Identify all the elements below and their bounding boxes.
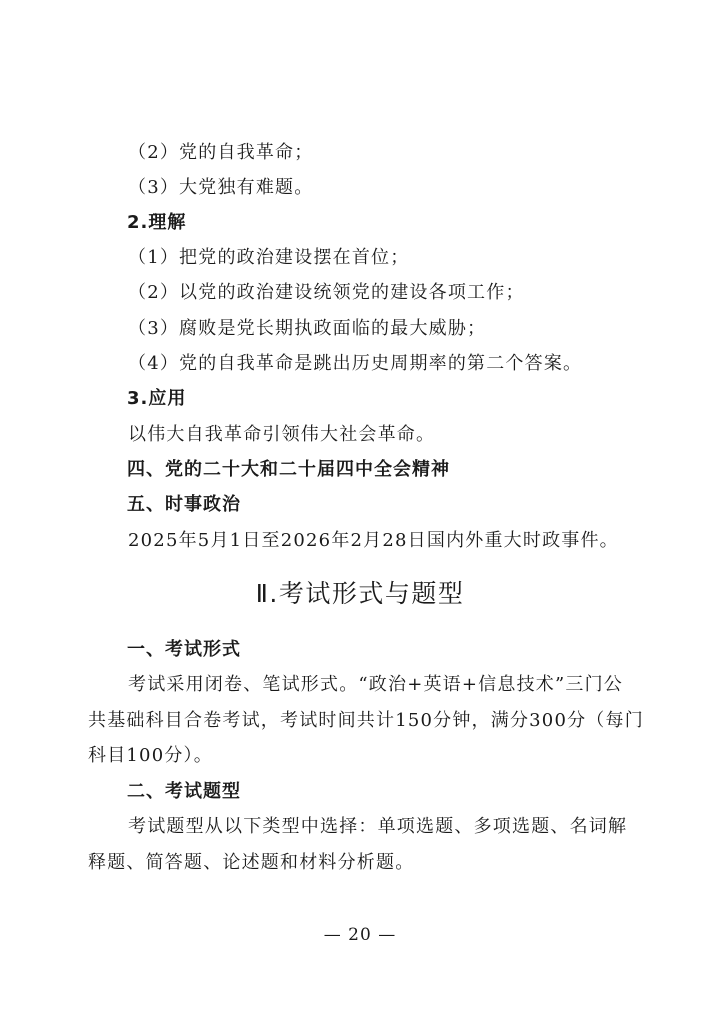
list-item-understand-2: （2）以党的政治建设统领党的建设各项工作； xyxy=(128,282,525,303)
paragraph-exam-form-line-2: 共基础科目合卷考试，考试时间共计150分钟，满分300分（每门 xyxy=(88,710,644,731)
section-title: Ⅱ.考试形式与题型 xyxy=(255,579,465,608)
paragraph-exam-form-line-1: 考试采用闭卷、笔试形式。“政治+英语+信息技术”三门公 xyxy=(128,674,623,695)
paragraph-apply: 以伟大自我革命引领伟大社会革命。 xyxy=(128,424,436,445)
heading-exam-form: 一、考试形式 xyxy=(127,639,241,660)
heading-twentieth-congress: 四、党的二十大和二十届四中全会精神 xyxy=(127,459,450,480)
list-item-understand-4: （4）党的自我革命是跳出历史周期率的第二个答案。 xyxy=(128,353,583,374)
paragraph-current-affairs: 2025年5月1日至2026年2月28日国内外重大时政事件。 xyxy=(128,530,619,551)
heading-current-affairs: 五、时事政治 xyxy=(127,494,241,515)
paragraph-exam-form-line-3: 科目100分）。 xyxy=(88,745,213,766)
heading-exam-types: 二、考试题型 xyxy=(127,781,241,802)
list-item-party-self-revolution: （2）党的自我革命； xyxy=(128,142,314,163)
list-item-understand-1: （1）把党的政治建设摆在首位； xyxy=(128,247,410,268)
list-item-big-party-problems: （3）大党独有难题。 xyxy=(128,177,314,198)
paragraph-exam-types-line-1: 考试题型从以下类型中选择：单项选题、多项选题、名词解 xyxy=(128,816,628,837)
page-number: — 20 — xyxy=(323,925,397,945)
subheading-apply: 3.应用 xyxy=(127,388,187,409)
subheading-understand: 2.理解 xyxy=(127,212,187,233)
paragraph-exam-types-line-2: 释题、简答题、论述题和材料分析题。 xyxy=(88,852,415,873)
list-item-understand-3: （3）腐败是党长期执政面临的最大威胁； xyxy=(128,318,487,339)
